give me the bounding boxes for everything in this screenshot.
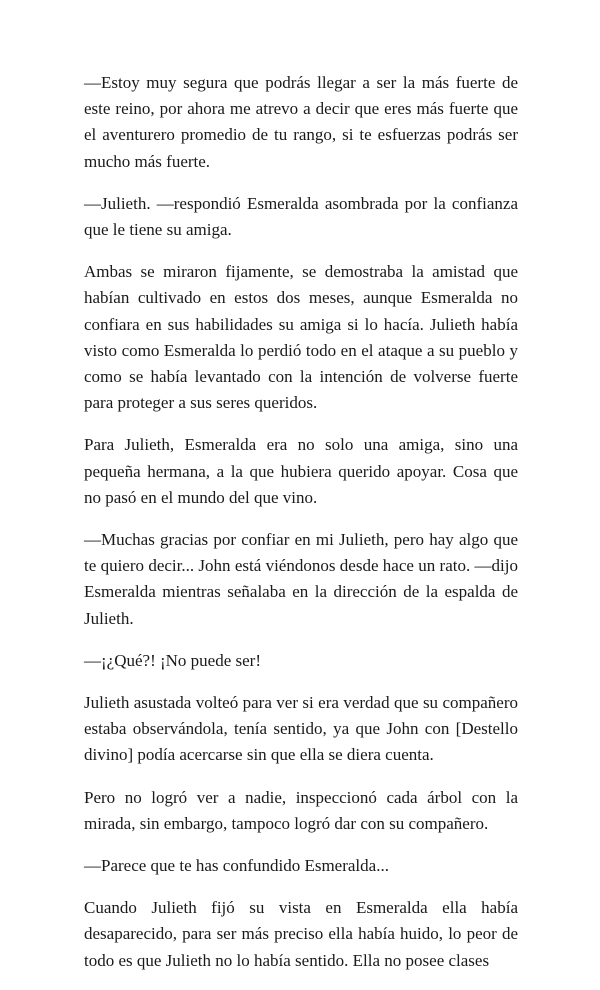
paragraph-8: Pero no logró ver a nadie, inspeccionó cada árbol con la mirada, sin embargo, tampoco logró dar con su compañero. [84, 787, 518, 833]
paragraph-3: Ambas se miraron fijamente, se demostraba la amistad que habían cultivado en estos dos meses, aunque Esmeralda no confiara en sus habilidades su amiga si lo hacía. Julieth había visto como Esmeralda lo perdió todo en el ataque a su pueblo y como se había levantado con la intención de volverse fuerte para proteger a sus seres queridos. [84, 262, 518, 413]
paragraph-6: —¡¿Qué?! ¡No puede ser! [84, 650, 261, 670]
paragraph-5: —Muchas gracias por confiar en mi Julieth, pero hay algo que te quiero decir... John está viéndonos desde hace un rato. —dijo Esmeralda mientras señalaba en la dirección de la espalda de Julieth. [84, 530, 518, 628]
paragraph-9: —Parece que te has confundido Esmeralda... [84, 856, 389, 876]
paragraph-1: —Estoy muy segura que podrás llegar a ser la más fuerte de este reino, por ahora me atrevo a decir que eres más fuerte que el aventurero promedio de tu rango, si te esfuerzas podrás ser mucho más fuerte. [84, 73, 518, 171]
paragraph-4: Para Julieth, Esmeralda era no solo una amiga, sino una pequeña hermana, a la que hubiera querido apoyar. Cosa que no pasó en el mundo del que vino. [84, 435, 518, 507]
page-body [84, 70, 518, 990]
paragraph-10: Cuando Julieth fijó su vista en Esmeralda ella había desaparecido, para ser más preciso ella había huido, lo peor de todo es que Julieth no lo había sentido. Ella no posee clases [84, 898, 518, 970]
paragraph-7: Julieth asustada volteó para ver si era verdad que su compañero estaba observándola, tenía sentido, ya que John con [Destello divino] podía acercarse sin que ella se diera cuenta. [84, 693, 518, 765]
paragraph-2: —Julieth. —respondió Esmeralda asombrada por la confianza que le tiene su amiga. [84, 193, 518, 240]
